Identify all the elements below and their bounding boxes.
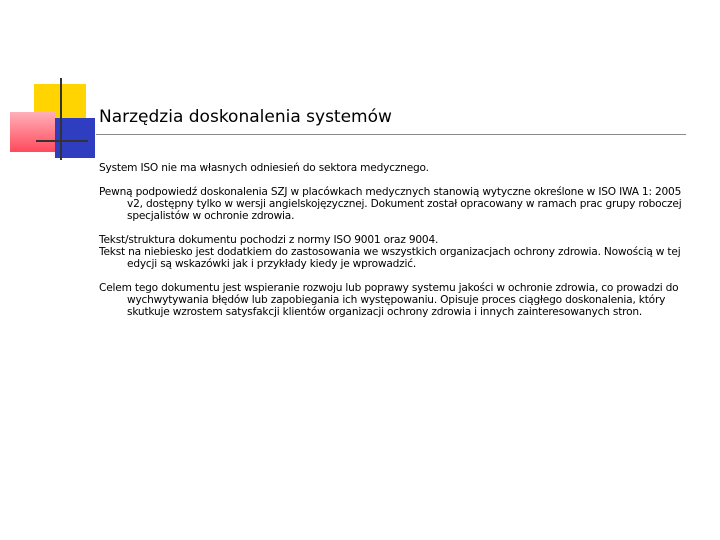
paragraph-iwa-guidelines: Pewną podpowiedź doskonalenia SZJ w placówkach medycznych stanowią wytyczne określone w ISO IWA 1: 2005 v2, dostępny tylko w wersji angielskojęzycznej. Dokument został opracowany w ramach prac grupy roboczej specjalistów w ochronie zdrowia. [99,186,682,222]
title-underline [96,134,686,135]
paragraph-blue-text-note: Tekst na niebiesko jest dodatkiem do zastosowania we wszystkich organizacjach ochrony zdrowia. Nowością w tej edycji są wskazówki jak i przykłady kiedy je wprowadzić. [99,246,681,270]
paragraph-document-structure: Tekst/struktura dokumentu pochodzi z normy ISO 9001 oraz 9004. [99,234,439,246]
decorative-horizontal-line [36,140,88,142]
paragraph-document-purpose: Celem tego dokumentu jest wspieranie rozwoju lub poprawy systemu jakości w ochronie zdrowia, co prowadzi do wychwytywania błędów lub zapobiegania ich występowaniu. Opisuje proces ciągłego doskonalenia, który skutkuje wzrostem satysfakcji klientów organizacji ochrony zdrowia i innych zainteresowanych stron. [99,282,679,318]
paragraph-iso-medical: System ISO nie ma własnych odniesień do sektora medycznego. [99,162,429,174]
slide-body [99,162,694,318]
decorative-red-square [10,112,55,152]
slide-title: Narzędzia doskonalenia systemów [99,107,392,127]
decorative-vertical-line [60,78,62,160]
